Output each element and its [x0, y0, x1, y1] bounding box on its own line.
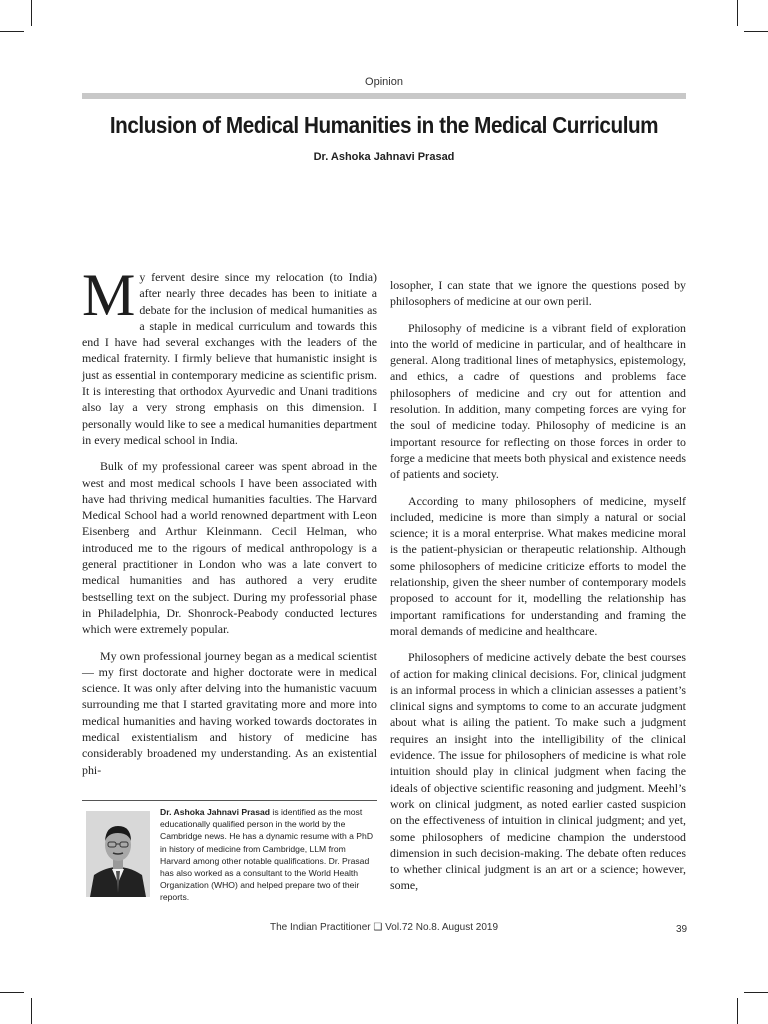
- paragraph: Philosophers of medicine actively debate the best courses of action for making clinical decisions. For, clinical judgment is an informal process in which a clinician assesses a patient’s clinical signs and symptoms to come to an accurate judgment about what is ailing the patient. To make such a judgment requires an insight into the intelligibility of the clinical evidence. The issue for philosophers of medicine is what role intuition should play in clinical judgment when facing the ideals of objective scientific reasoning and judgment. Meehl’s work on clinical judgment, as noted earlier casted suspicion on the effectiveness of intuition in clinical judgment; and yet, some philosophers of medicine champion the understood dimension in such decision-making. The debate often reduces to whether clinical judgment is an art or a science; however, some,: [390, 650, 686, 893]
- crop-mark-top-left-v: [31, 0, 32, 26]
- issue-info: Vol.72 No.8. August 2019: [385, 922, 499, 933]
- article-author: Dr. Ashoka Jahnavi Prasad: [313, 151, 455, 163]
- paragraph: My own professional journey began as a medical scientist — my first doctorate and higher doctorate were in medical science. It was only after delving into the humanistic vacuum surrounding me that I started gravitating more and more into medical humanities and having worked towards doctorates in medical existentialism and history of medicine has considerably broadened my understanding. As an existential phi-: [82, 648, 377, 777]
- paragraph: Philosophy of medicine is a vibrant field of exploration into the world of medicine in particular, and of healthcare in general. Along traditional lines of metaphysics, epistemology, and ethics, a cadre of questions and problems face philosophers of medicine and cry out for attention and resolution. In addition, many competing forces are vying for the soul of medicine today. Philosophy of medicine is an important resource for reflecting on those forces in order to forge a medicine that meets both physical and existence needs of patients and society.: [390, 320, 686, 482]
- paragraph: [82, 262, 377, 448]
- bio-name: Dr. Ashoka Jahnavi Prasad: [160, 807, 271, 817]
- crop-mark-top-left-h: [0, 31, 24, 32]
- left-column: [82, 262, 377, 788]
- page-footer: [0, 922, 768, 933]
- drop-cap: M: [82, 262, 136, 328]
- paragraph-text: y fervent desire since my relocation (to India) after nearly three decades has been to initiate a debate for the inclusion of medical humanities as a staple in medical curriculum and towards this end I have had several exchanges with the leaders of the medical fraternity. I firmly believe that humanistic insight is just as essential in contemporary medicine as scientific prism. It is interesting that orthodox Ayurvedic and Unani traditions also lay a very strong emphasis on this dimension. I personally would like to see a medical humanities department in every medical school in India.: [82, 270, 377, 447]
- crop-mark-bottom-left-v: [31, 998, 32, 1024]
- header-rule: [82, 93, 686, 99]
- author-bio-box: [82, 800, 377, 907]
- paragraph: Bulk of my professional career was spent abroad in the west and most medical schools I have been associated with have had thriving medical humanities faculties. The Harvard Medical School had a world renowned department with Leon Eisenberg and Arthur Kleinmann. Cecil Helman, who introduced me to the rigours of medical anthropology is a general practitioner in London who was a late convert to medical humanities and has authored a very erudite bestselling text on the subject. During my professorial phase in Philadelphia, Dr. Shonrock-Peabody conducted lectures which were extremely popular.: [82, 459, 377, 637]
- paragraph: losopher, I can state that we ignore the questions posed by philosophers of medicine at our own peril.: [390, 278, 686, 309]
- crop-mark-bottom-right-h: [744, 992, 768, 993]
- page-number: 39: [676, 924, 688, 935]
- author-photo: [86, 811, 150, 897]
- crop-mark-bottom-right-v: [737, 998, 738, 1024]
- author-bio: [160, 806, 378, 904]
- crop-mark-top-right-v: [737, 0, 738, 26]
- crop-mark-bottom-left-h: [0, 992, 24, 993]
- journal-name: The Indian Practitioner: [269, 922, 371, 933]
- right-column: [390, 277, 686, 904]
- article-title: Inclusion of Medical Humanities in the Medical Curriculum: [109, 112, 659, 138]
- crop-mark-top-right-h: [744, 31, 768, 32]
- bio-text: is identified as the most educationally qualified person in the world by the Cambridge news. He has a dynamic resume with a PhD in history of medicine from Cambridge, LLM from Harvard among other notable qualifications. Dr. Prasad has also worked as a consultant to the World Health Organization (WHO) and helped prepare two of their reports.: [160, 807, 374, 903]
- separator-icon: ❑: [373, 922, 383, 933]
- paragraph: According to many philosophers of medicine, myself included, medicine is more than simply a natural or social science; it is a moral enterprise. What makes medicine moral is the patient-physician or therapeutic relationship. Although some philosophers of medicine criticize efforts to model the relationship, given the sheer number of contemporary models proposed to account for it, modelling the relationship has important ramifications for understanding and framing the moral demands of medicine and healthcare.: [390, 493, 686, 638]
- section-label: Opinion: [365, 76, 403, 88]
